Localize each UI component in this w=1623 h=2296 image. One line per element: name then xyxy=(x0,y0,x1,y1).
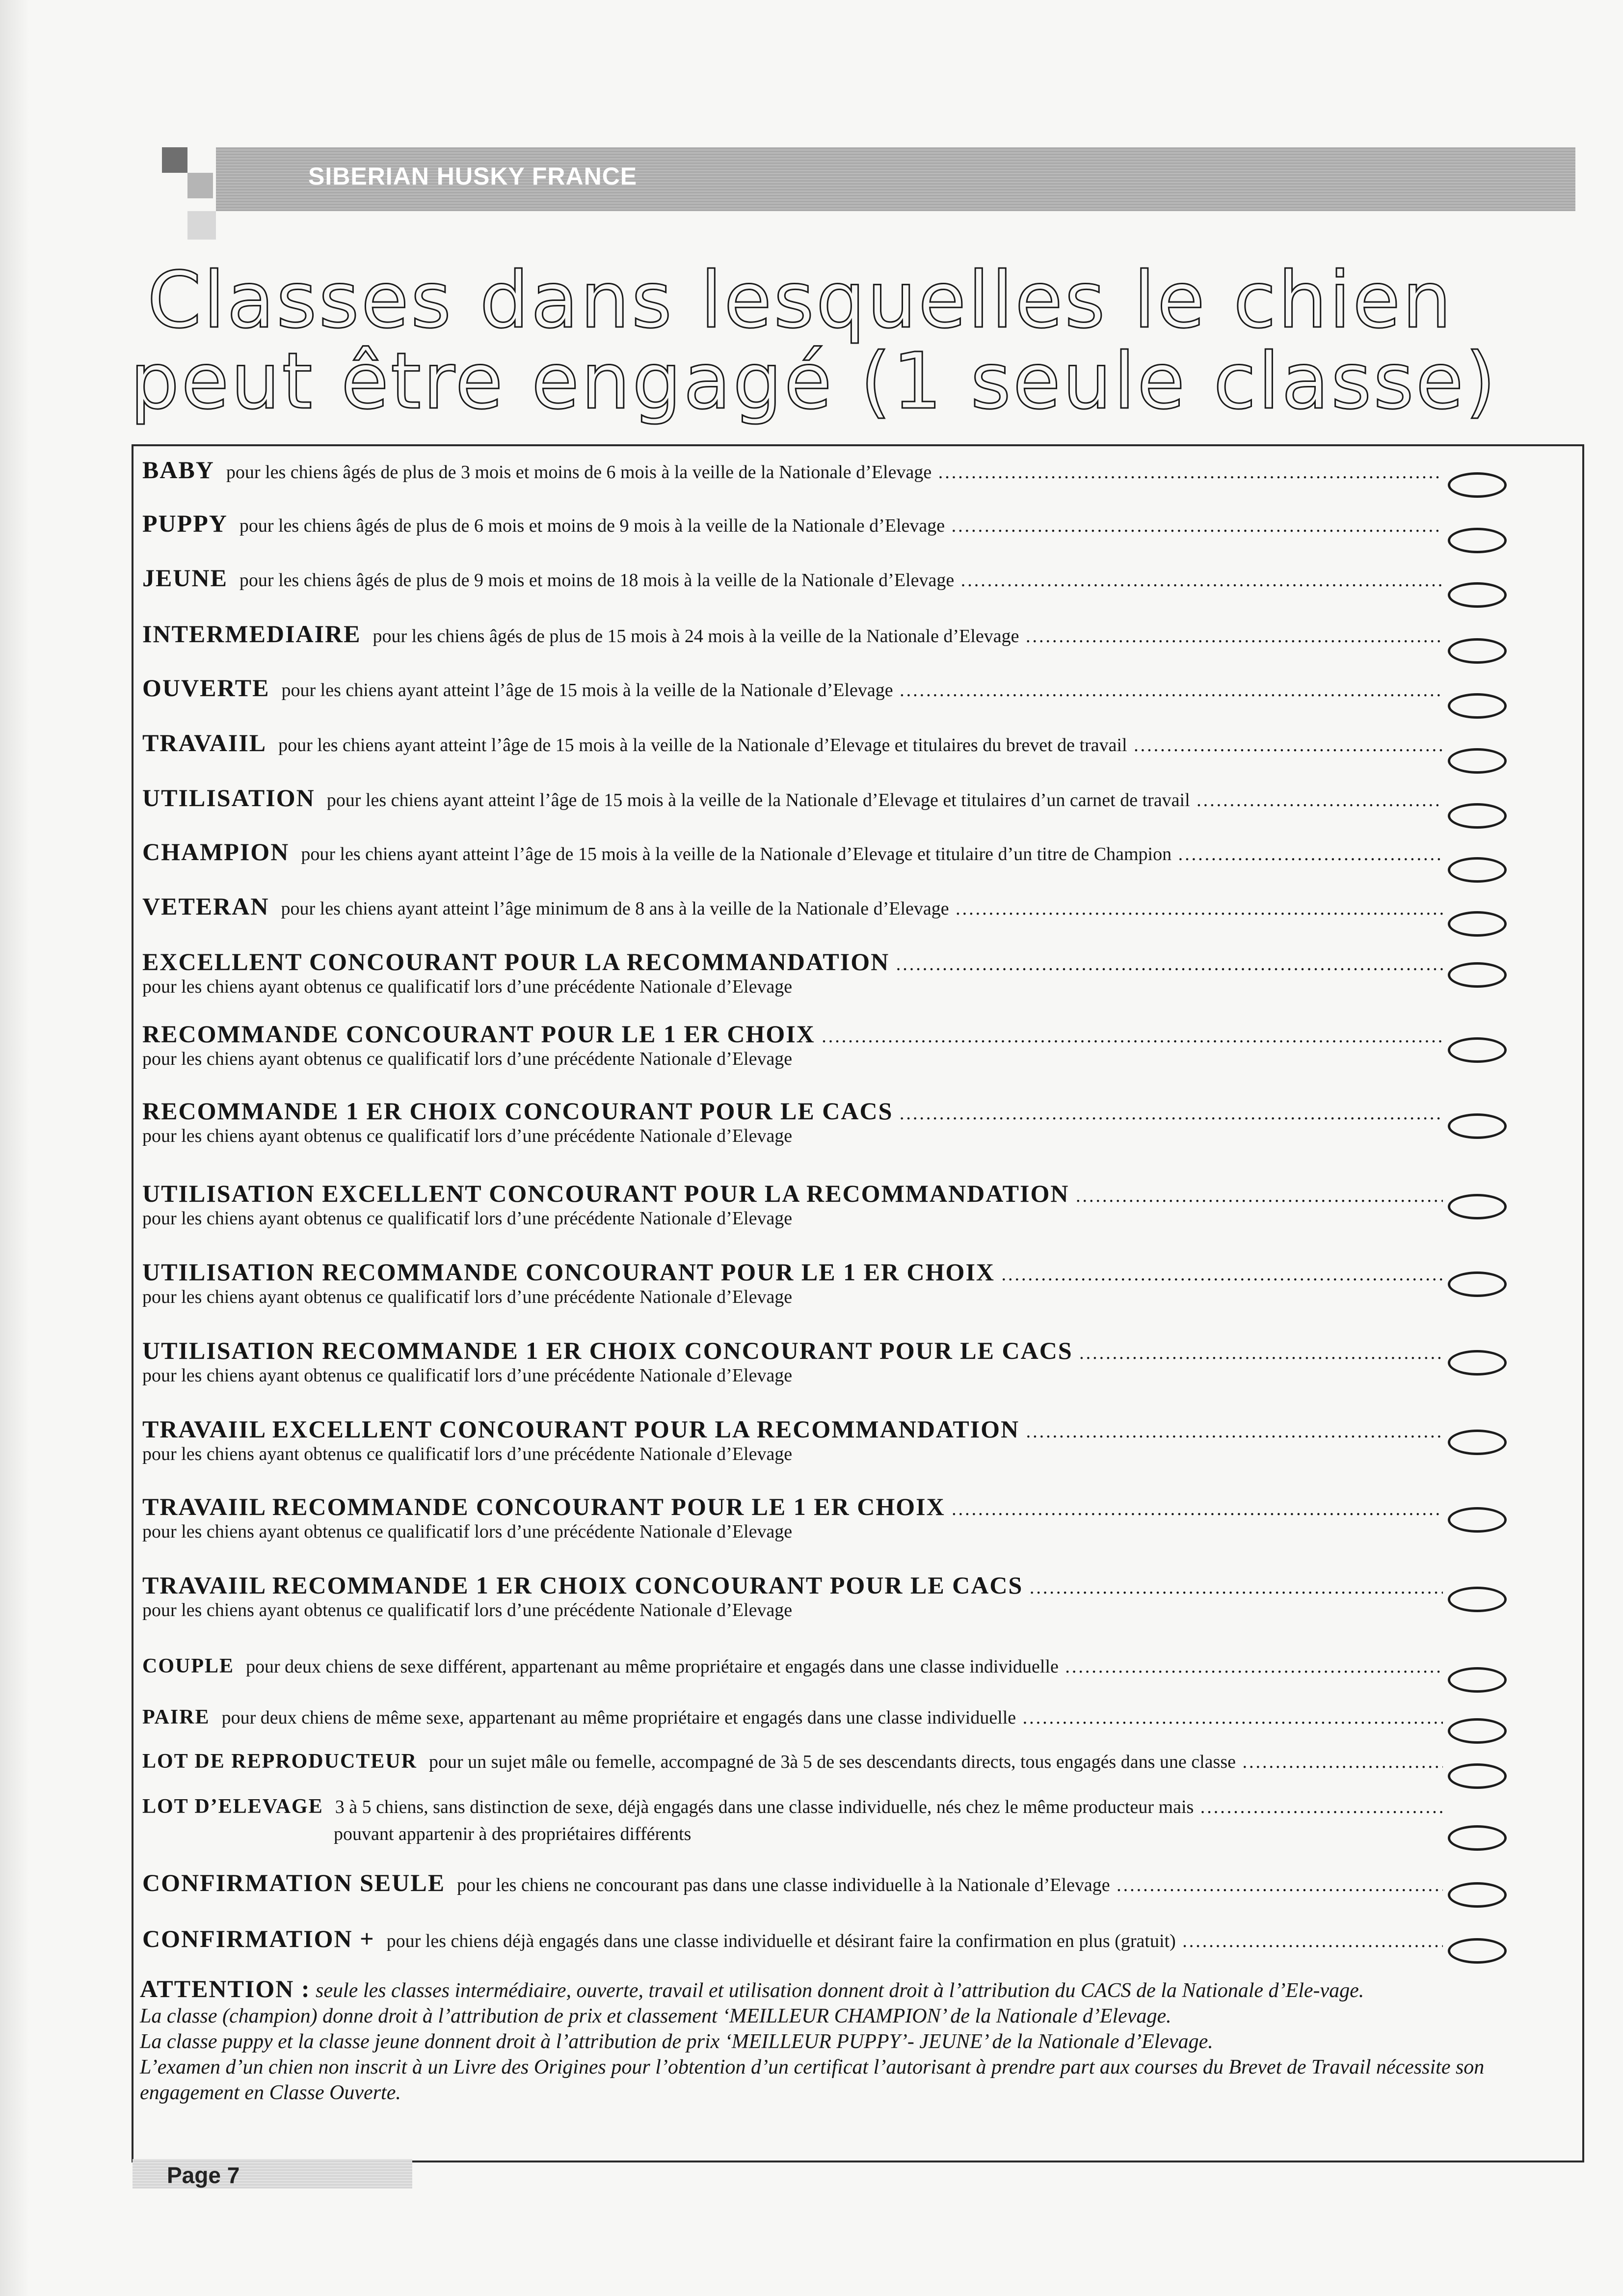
class-checkbox-confirmation-plus[interactable] xyxy=(1448,1938,1507,1964)
class-checkbox-utilisation-recommande[interactable] xyxy=(1448,1271,1507,1297)
class-desc: pour les chiens âgés de plus de 9 mois et moins de 18 mois à la veille de la Nationale d’Elevage xyxy=(239,570,955,591)
class-desc: pour les chiens ayant obtenus ce qualificatif lors d’une précédente Nationale d’Elevage xyxy=(142,1208,793,1229)
class-row-lot-elevage xyxy=(142,1795,1443,1845)
class-checkbox-travail-recommande-1er-choix[interactable] xyxy=(1448,1587,1507,1612)
class-desc: pour les chiens ayant obtenus ce qualificatif lors d’une précédente Nationale d’Elevage xyxy=(142,1444,793,1464)
class-desc: pour les chiens ayant atteint l’âge minimum de 8 ans à la veille de la Nationale d’Elevage xyxy=(281,898,949,919)
banner-square xyxy=(187,173,213,198)
class-checkbox-utilisation[interactable] xyxy=(1448,803,1507,829)
class-name: UTILISATION xyxy=(142,784,315,811)
class-row-confirmation-plus xyxy=(142,1924,1443,1954)
class-name: TRAVAIIL EXCELLENT CONCOURANT POUR LA RECOMMANDATION xyxy=(142,1415,1020,1443)
class-row-utilisation-recommande-1er-choix xyxy=(142,1336,1443,1386)
class-checkbox-paire[interactable] xyxy=(1448,1718,1507,1744)
banner-square xyxy=(162,147,187,173)
class-row-veteran xyxy=(142,892,1443,921)
class-row-travail xyxy=(142,729,1443,758)
class-checkbox-recommande-1er-choix[interactable] xyxy=(1448,1113,1507,1139)
class-desc: pour deux chiens de sexe différent, appartenant au même propriétaire et engagés dans une classe individuelle xyxy=(246,1656,1059,1677)
class-row-travail-recommande-1er-choix xyxy=(142,1571,1443,1621)
class-desc: pour les chiens ayant obtenus ce qualificatif lors d’une précédente Nationale d’Elevage xyxy=(142,1049,793,1069)
class-row-travail-excellent xyxy=(142,1415,1443,1465)
class-row-travail-recommande xyxy=(142,1492,1443,1542)
class-desc: pour les chiens ayant atteint l’âge de 15 mois à la veille de la Nationale d’Elevage et titulaires du brevet de travail xyxy=(278,735,1127,756)
class-row-recommande-1er-choix xyxy=(142,1097,1443,1147)
class-checkbox-lot-elevage[interactable] xyxy=(1448,1825,1507,1851)
class-desc: pour les chiens âgés de plus de 15 mois à 24 mois à la veille de la Nationale d’Elevage xyxy=(372,626,1019,647)
class-name: UTILISATION RECOMMANDE CONCOURANT POUR LE 1 ER CHOIX xyxy=(142,1258,995,1286)
attention-line1: seule les classes intermédiaire, ouverte, travail et utilisation donnent droit à l’attribution du CACS de la Nationale d’Ele-vage. xyxy=(316,1979,1364,2002)
class-name: PAIRE xyxy=(142,1706,210,1729)
class-desc: pour les chiens déjà engagés dans une classe individuelle et désirant faire la confirmation en plus (gratuit) xyxy=(386,1931,1176,1951)
attention-label: ATTENTION : xyxy=(140,1975,311,2002)
page-title-line2: peut être engagé (1 seule classe) xyxy=(130,336,1498,427)
class-name: CHAMPION xyxy=(142,838,290,865)
class-row-intermediaire xyxy=(142,620,1443,649)
class-name: BABY xyxy=(142,456,214,484)
class-desc: pour les chiens âgés de plus de 3 mois et moins de 6 mois à la veille de la Nationale d’Elevage xyxy=(226,462,932,483)
class-checkbox-puppy[interactable] xyxy=(1448,528,1507,553)
class-checkbox-excellent[interactable] xyxy=(1448,962,1507,988)
class-name: CONFIRMATION + xyxy=(142,1925,375,1952)
class-checkbox-jeune[interactable] xyxy=(1448,582,1507,608)
class-checkbox-baby[interactable] xyxy=(1448,472,1507,498)
class-desc: pour les chiens ayant atteint l’âge de 15 mois à la veille de la Nationale d’Elevage et titulaire d’un titre de Champion xyxy=(301,844,1172,864)
class-row-lot-reproducteur xyxy=(142,1750,1443,1779)
class-name: OUVERTE xyxy=(142,674,270,702)
class-name: LOT D’ELEVAGE xyxy=(142,1795,323,1818)
attention-note xyxy=(140,1976,1553,2106)
class-checkbox-travail-recommande[interactable] xyxy=(1448,1507,1507,1533)
class-name: INTERMEDIAIRE xyxy=(142,620,361,648)
attention-line3: La classe puppy et la classe jeune donnent droit à l’attribution de prix ‘MEILLEUR PUPPY’- JEUNE’ de la Nationale d’Elevage. xyxy=(140,2030,1213,2053)
class-name: EXCELLENT CONCOURANT POUR LA RECOMMANDATION xyxy=(142,948,890,975)
class-checkbox-utilisation-excellent[interactable] xyxy=(1448,1194,1507,1219)
class-checkbox-travail[interactable] xyxy=(1448,748,1507,774)
attention-line4: L’examen d’un chien non inscrit à un Livre des Origines pour l’obtention d’un certificat l’autorisant à prendre part aux courses du Brevet de Travail nécessite son engagement en Classe Ouverte. xyxy=(140,2056,1485,2104)
class-row-champion xyxy=(142,837,1443,867)
banner-square xyxy=(187,211,216,240)
class-name: TRAVAIIL xyxy=(142,729,267,756)
class-name: PUPPY xyxy=(142,510,228,537)
class-row-baby xyxy=(142,456,1443,485)
class-row-utilisation-recommande xyxy=(142,1258,1443,1308)
class-name: RECOMMANDE CONCOURANT POUR LE 1 ER CHOIX xyxy=(142,1020,815,1048)
page-title xyxy=(130,255,1521,427)
class-desc: pour les chiens ayant atteint l’âge de 15 mois à la veille de la Nationale d’Elevage et titulaires d’un carnet de travail xyxy=(326,790,1190,810)
class-desc: pour un sujet mâle ou femelle, accompagné de 3à 5 de ses descendants directs, tous engagés dans une classe xyxy=(428,1752,1236,1772)
class-desc: pouvant appartenir à des propriétaires différents xyxy=(334,1824,692,1844)
class-name: UTILISATION RECOMMANDE 1 ER CHOIX CONCOURANT POUR LE CACS xyxy=(142,1337,1073,1364)
class-row-paire xyxy=(142,1705,1443,1735)
class-row-puppy xyxy=(142,509,1443,539)
class-desc: pour les chiens ayant obtenus ce qualificatif lors d’une précédente Nationale d’Elevage xyxy=(142,1287,793,1307)
page-title-line1: Classes dans lesquelles le chien xyxy=(147,255,1454,346)
class-checkbox-ouverte[interactable] xyxy=(1448,693,1507,719)
header-banner-text: SIBERIAN HUSKY FRANCE xyxy=(308,162,638,190)
class-checkbox-lot-reproducteur[interactable] xyxy=(1448,1763,1507,1789)
class-checkbox-recommande[interactable] xyxy=(1448,1037,1507,1063)
class-name: VETERAN xyxy=(142,892,269,920)
class-row-recommande xyxy=(142,1020,1443,1070)
class-checkbox-travail-excellent[interactable] xyxy=(1448,1430,1507,1455)
class-name: RECOMMANDE 1 ER CHOIX CONCOURANT POUR LE CACS xyxy=(142,1097,893,1125)
class-desc: pour les chiens ayant obtenus ce qualificatif lors d’une précédente Nationale d’Elevage xyxy=(142,1600,793,1621)
page-edge xyxy=(0,0,29,2296)
class-checkbox-confirmation-seule[interactable] xyxy=(1448,1882,1507,1908)
class-checkbox-champion[interactable] xyxy=(1448,857,1507,883)
class-row-jeune xyxy=(142,564,1443,593)
class-row-utilisation xyxy=(142,783,1443,813)
class-row-couple xyxy=(142,1654,1443,1684)
class-name: TRAVAIIL RECOMMANDE 1 ER CHOIX CONCOURANT POUR LE CACS xyxy=(142,1571,1023,1599)
class-name: CONFIRMATION SEULE xyxy=(142,1869,446,1896)
class-row-excellent xyxy=(142,947,1443,998)
class-name: JEUNE xyxy=(142,564,228,592)
class-checkbox-veteran[interactable] xyxy=(1448,911,1507,937)
class-desc: pour les chiens ayant atteint l’âge de 15 mois à la veille de la Nationale d’Elevage xyxy=(281,680,893,701)
attention-line2: La classe (champion) donne droit à l’attribution de prix et classement ‘MEILLEUR CHAMPION’ de la Nationale d’Elevage. xyxy=(140,2005,1171,2027)
class-name: UTILISATION EXCELLENT CONCOURANT POUR LA RECOMMANDATION xyxy=(142,1180,1069,1207)
page-number: Page 7 xyxy=(167,2162,240,2188)
class-row-confirmation-seule xyxy=(142,1868,1443,1898)
class-name: TRAVAIIL RECOMMANDE CONCOURANT POUR LE 1 ER CHOIX xyxy=(142,1493,945,1520)
class-desc: 3 à 5 chiens, sans distinction de sexe, déjà engagés dans une classe individuelle, nés chez le même producteur mais xyxy=(335,1797,1194,1817)
class-name: COUPLE xyxy=(142,1655,235,1677)
class-checkbox-couple[interactable] xyxy=(1448,1667,1507,1693)
class-desc: pour deux chiens de même sexe, appartenant au même propriétaire et engagés dans une classe individuelle xyxy=(221,1707,1016,1728)
class-name: LOT DE REPRODUCTEUR xyxy=(142,1750,417,1773)
class-desc: pour les chiens ne concourant pas dans une classe individuelle à la Nationale d’Elevage xyxy=(457,1875,1110,1895)
class-desc: pour les chiens ayant obtenus ce qualificatif lors d’une précédente Nationale d’Elevage xyxy=(142,976,793,997)
class-desc: pour les chiens ayant obtenus ce qualificatif lors d’une précédente Nationale d’Elevage xyxy=(142,1126,793,1146)
class-checkbox-intermediaire[interactable] xyxy=(1448,638,1507,664)
class-checkbox-utilisation-recommande-1er-choix[interactable] xyxy=(1448,1350,1507,1376)
class-desc: pour les chiens ayant obtenus ce qualificatif lors d’une précédente Nationale d’Elevage xyxy=(142,1521,793,1542)
class-desc: pour les chiens âgés de plus de 6 mois et moins de 9 mois à la veille de la Nationale d’Elevage xyxy=(239,515,945,536)
class-row-utilisation-excellent xyxy=(142,1179,1443,1229)
class-desc: pour les chiens ayant obtenus ce qualificatif lors d’une précédente Nationale d’Elevage xyxy=(142,1365,793,1386)
class-row-ouverte xyxy=(142,674,1443,703)
